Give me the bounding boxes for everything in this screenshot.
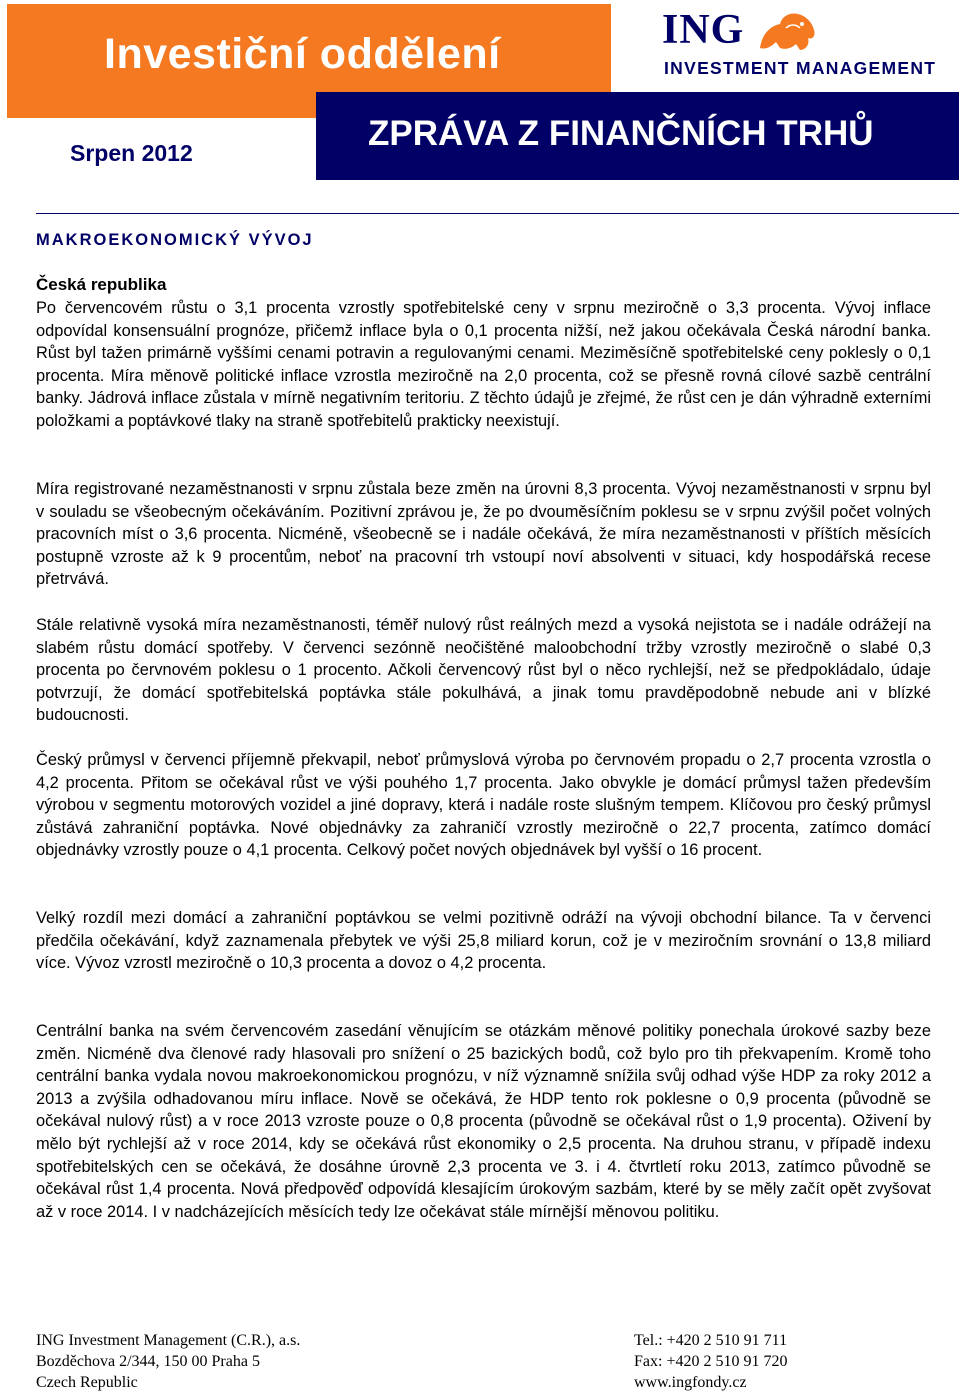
page-title: Investiční oddělení: [104, 30, 501, 78]
header-divider: [36, 213, 959, 214]
paragraph-inflation: Po červencovém růstu o 3,1 procenta vzrostly spotřebitelské ceny v srpnu meziročně o 3,3 procenta. Vývoj inflace odpovídal konsensuální prognóze, přičemž inflace byla o 0,1 procenta nižší, než jakou očekávala Česká národní banka. Růst byl tažen primárně vyššími cenami potravin a regulovanými cenami. Meziměsíčně spotřebitelské ceny poklesly o 0,1 procenta. Míra měnově politické inflace vzrostla meziročně na 2,0 procenta, což se přesně rovná cílové sazbě centrální banky. Jádrová inflace zůstala v mírně negativním teritoriu. Z těchto údajů je zřejmé, že růst cen je dán výhradně externími položkami a poptávkové tlaky na straně spotřebitelů prakticky neexistují.: [36, 299, 931, 430]
footer-company: ING Investment Management (C.R.), a.s.: [36, 1332, 301, 1349]
footer-country: Czech Republic: [36, 1374, 138, 1391]
paragraph-consumption: Stále relativně vysoká míra nezaměstnanosti, téměř nulový růst reálných mezd a vysoká nejistota se i nadále odrážejí na slabém růstu domácí spotřeby. V červenci sezónně neočištěné maloobchodní tržby vzrostly meziročně o slabé 0,3 procenta po červnovém poklesu o 1 procento. Ačkoli červencový růst byl o něco rychlejší, než se předpokládalo, údaje potvrzují, že domácí spotřebitelská poptávka stále pokulhává, a jinak tomu pravděpodobně nebude ani v blízké budoucnosti.: [36, 616, 931, 725]
paragraph-unemployment: Míra registrované nezaměstnanosti v srpnu zůstala beze změn na úrovni 8,3 procenta. Vývoj nezaměstnanosti v srpnu byl v souladu se všeobecným očekáváním. Pozitivní zprávou je, že po dvouměsíčním poklesu se v srpnu zvýšil počet volných pracovních míst o 3,6 procenta. Nicméně, všeobecně se i nadále očekává, že míra nezaměstnanosti v příštích měsících postupně vzroste až k 9 procentům, neboť na pracovní trh vstoupí noví absolventi v situaci, kdy hospodářská recese přetrvává.: [36, 480, 931, 589]
lion-icon: [756, 8, 818, 54]
section-heading: MAKROEKONOMICKÝ VÝVOJ: [36, 231, 314, 249]
country-heading: Česká republika: [36, 275, 167, 294]
ing-logo: [662, 6, 958, 82]
footer-address: [36, 1330, 300, 1393]
report-date: Srpen 2012: [70, 140, 193, 166]
footer-contact: [634, 1330, 787, 1393]
paragraph-trade-balance: Velký rozdíl mezi domácí a zahraniční poptávkou se velmi pozitivně odráží na vývoji obchodní bilance. Ta v červenci předčila očekávání, když zaznamenala přebytek ve výši 25,8 miliard korun, což je v meziročním srovnání o 13,8 miliard více. Vývoz vzrostl meziročně o 10,3 procenta a dovoz o 4,2 procenta.: [36, 909, 931, 973]
report-subtitle: ZPRÁVA Z FINANČNÍCH TRHŮ: [368, 114, 874, 153]
logo-brand: ING: [662, 7, 745, 53]
paragraph-central-bank: Centrální banka na svém červencovém zasedání věnujícím se otázkám měnové politiky ponechala úrokové sazby beze změn. Nicméně dva členové rady hlasovali pro snížení o 25 bazických bodů, což bylo pro tih překvapením. Kromě toho centrální banka vydala novou makroekonomickou prognózu, v níž významně snížila svůj odhad výše HDP za roky 2012 a 2013 a zvýšila odhadovanou míru inflace. Nově se očekává, že HDP tento rok poklesne o 0,9 procenta (původně se očekával nulový růst) a v roce 2013 vzroste pouze o 0,8 procenta (původně se očekával růst o 1,9 procenta). Oživení by mělo být rychlejší až v roce 2014, kdy se očekává růst ekonomiky o 2,5 procenta. Na druhou stranu, v případě indexu spotřebitelských cen se očekává, že dosáhne úrovně 2,3 procenta ve 3. i 4. čtvrtletí roku 2013, zatímco původně se očekával růst 1,4 procenta. Nová předpověď odpovídá klesajícím úrokovým sazbám, které by se měly začít opět zvyšovat až v roce 2014. I v nadcházejících měsících tedy lze očekávat stále mírnější měnovou politiku.: [36, 1022, 931, 1221]
footer-street: Bozděchova 2/344, 150 00 Praha 5: [36, 1353, 260, 1370]
footer-web-link[interactable]: www.ingfondy.cz: [634, 1374, 747, 1391]
footer-fax: Fax: +420 2 510 91 720: [634, 1353, 788, 1370]
footer-tel: Tel.: +420 2 510 91 711: [634, 1332, 788, 1349]
logo-tagline: INVESTMENT MANAGEMENT: [664, 58, 937, 78]
paragraph-industry: Český průmysl v červenci příjemně překvapil, neboť průmyslová výroba po červnovém propadu o 2,7 procenta vzrostla o 4,2 procenta. Přitom se očekával růst ve výši pouhého 1,7 procenta. Jako obvykle je domácí průmysl tažen především výrobou v segmentu motorových vozidel a jiné dopravy, která i nadále roste slušným tempem. Klíčovou pro český průmysl zůstává zahraniční poptávka. Nové objednávky za zahraničí vzrostly meziročně o 22,7 procenta, zatímco domácí objednávky vzrostly pouze o 4,1 procenta. Celkový počet nových objednávek byl vyšší o 16 procent.: [36, 751, 931, 860]
